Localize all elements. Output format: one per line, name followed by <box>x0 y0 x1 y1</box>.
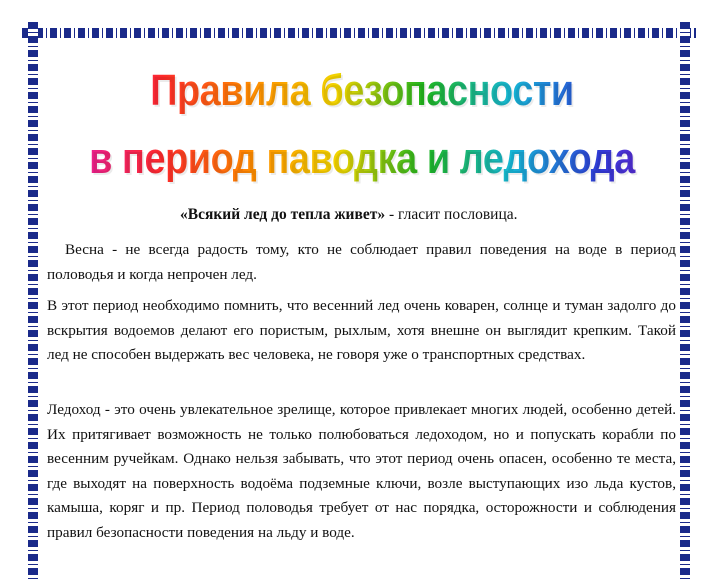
paragraph-3: Ледоход - это очень увлекательное зрелище, которое привлекает многих людей, особенно детей. Их притягивает возможность не только полюбоваться ледоходом, но и попускать корабли по весенним ручейкам. Однако нельзя забывать, что этот период очень опасен, особенно те места, где выходят на поверхность водоёма подземные ключи, возле выступающих изо льда кустов, камыша, коряг и пр. Период половодья требует от нас порядка, осторожности и соблюдения правил безопасности поведения на льду и воде. <box>47 401 676 541</box>
proverb <box>180 206 680 224</box>
border-top <box>22 28 696 38</box>
border-left <box>28 22 38 582</box>
paragraph-2: В этот период необходимо помнить, что весенний лед очень коварен, солнце и туман задолго до вскрытия водоемов делают его пористым, рыхлым, хотя внешне он выглядит крепким. Такой лед не способен выдержать вес человека, не говоря уже о транспортных средствах. <box>47 297 676 363</box>
proverb-suffix: - гласит пословица. <box>385 206 518 223</box>
page-title-line1: Правила безопасности <box>51 64 674 118</box>
proverb-quote: «Всякий лед до тепла живет» <box>180 206 386 223</box>
border-right <box>680 22 690 582</box>
page-title-line2: в период паводка и ледохода <box>51 132 674 186</box>
paragraph-1: Весна - не всегда радость тому, кто не соблюдает правил поведения на воде в период половодья и когда непрочен лед. <box>47 241 676 283</box>
